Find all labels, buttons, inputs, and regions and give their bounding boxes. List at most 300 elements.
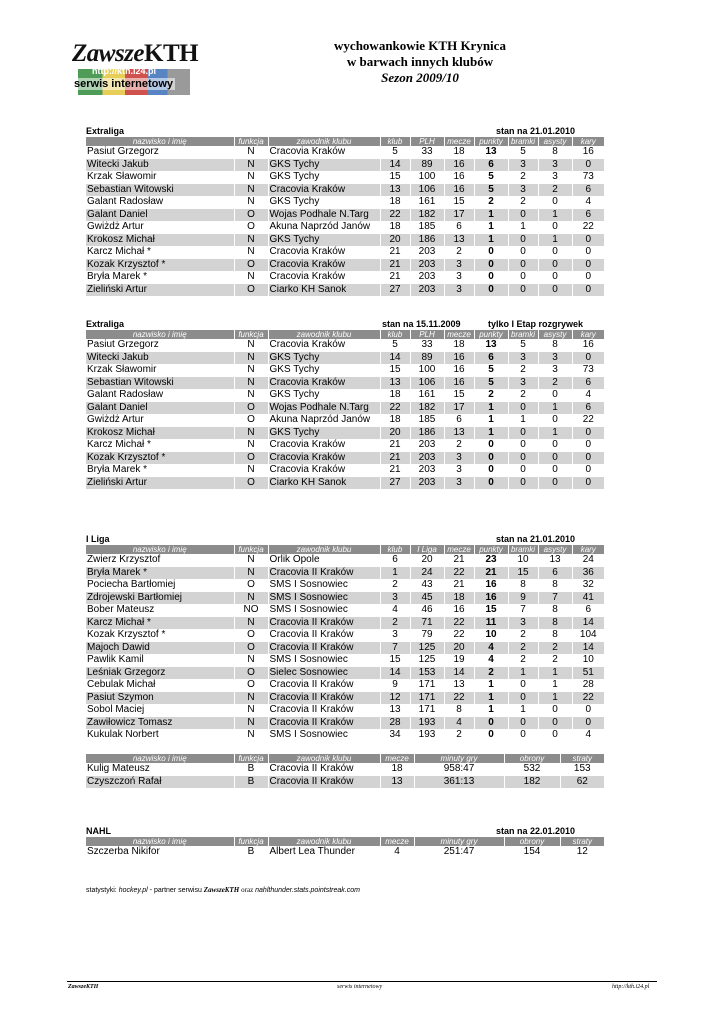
stat-cell: 2 xyxy=(444,729,474,742)
stat-cell: 171 xyxy=(410,704,444,717)
stat-cell: 5 xyxy=(508,339,538,352)
table-row xyxy=(86,439,604,452)
source-link-nahl[interactable]: nahlthunder.stats.pointstreak.com xyxy=(255,887,360,894)
player-name: Czyszczoń Rafał xyxy=(86,776,234,789)
column-header: I Liga xyxy=(410,545,444,554)
stat-cell: N xyxy=(234,427,268,440)
stat-cell: 104 xyxy=(572,629,604,642)
stat-cell: 1 xyxy=(508,221,538,234)
stat-cell: N xyxy=(234,171,268,184)
stat-cell: 5 xyxy=(474,364,508,377)
logo xyxy=(70,40,198,98)
club-name: GKS Tychy xyxy=(268,427,380,440)
stat-cell: 2 xyxy=(508,196,538,209)
stat-cell: 8 xyxy=(538,604,572,617)
stat-cell: 22 xyxy=(572,221,604,234)
player-name: Pasiut Szymon xyxy=(86,692,234,705)
stat-cell: 5 xyxy=(474,377,508,390)
stat-cell: 21 xyxy=(380,464,410,477)
stat-cell: 0 xyxy=(474,717,508,730)
stat-cell: 15 xyxy=(380,171,410,184)
stat-cell: 16 xyxy=(444,184,474,197)
stat-cell: 2 xyxy=(444,246,474,259)
stat-cell: 1 xyxy=(474,679,508,692)
stat-cell: 5 xyxy=(508,146,538,159)
source-link-hockey[interactable]: hockey.pl xyxy=(118,887,148,894)
club-name: Akuna Naprzód Janów xyxy=(268,414,380,427)
stat-cell: 3 xyxy=(508,184,538,197)
stat-cell: 8 xyxy=(538,617,572,630)
stat-cell: 361:13 xyxy=(414,776,504,789)
nahl-table xyxy=(86,826,604,859)
table-row xyxy=(86,259,604,272)
stat-cell: 0 xyxy=(572,271,604,284)
stat-cell: 0 xyxy=(508,439,538,452)
stat-cell: 6 xyxy=(380,554,410,567)
stat-cell: 0 xyxy=(474,246,508,259)
table-row xyxy=(86,704,604,717)
stat-cell: 6 xyxy=(538,567,572,580)
stat-cell: 1 xyxy=(474,221,508,234)
player-name: Witecki Jakub xyxy=(86,352,234,365)
column-header: funkcja xyxy=(234,137,268,146)
club-name: Cracovia II Kraków xyxy=(268,679,380,692)
stat-cell: 1 xyxy=(474,234,508,247)
stat-cell: 2 xyxy=(380,579,410,592)
club-name: Cracovia Kraków xyxy=(268,439,380,452)
stat-cell: 22 xyxy=(444,692,474,705)
source-prefix: statystyki: xyxy=(86,887,117,894)
table-row xyxy=(86,427,604,440)
stat-cell: 0 xyxy=(474,729,508,742)
stat-cell: 0 xyxy=(474,464,508,477)
goalie-table xyxy=(86,837,604,859)
club-name: Cracovia II Kraków xyxy=(268,704,380,717)
stat-cell: 18 xyxy=(380,414,410,427)
column-header: PLH xyxy=(410,137,444,146)
stat-cell: 28 xyxy=(572,679,604,692)
stat-cell: 12 xyxy=(560,846,604,859)
stat-cell: O xyxy=(234,667,268,680)
stat-cell: 1 xyxy=(538,427,572,440)
stat-cell: 0 xyxy=(508,246,538,259)
stat-cell: 0 xyxy=(572,352,604,365)
stat-cell: 18 xyxy=(380,196,410,209)
table-row xyxy=(86,452,604,465)
stat-cell: 15 xyxy=(508,567,538,580)
stat-cell: 4 xyxy=(572,729,604,742)
table-row xyxy=(86,364,604,377)
club-name: GKS Tychy xyxy=(268,364,380,377)
stat-cell: N xyxy=(234,246,268,259)
stat-cell: 0 xyxy=(538,259,572,272)
stat-cell: 0 xyxy=(572,477,604,490)
stat-cell: 3 xyxy=(444,464,474,477)
stat-cell: 2 xyxy=(380,617,410,630)
column-header: bramki xyxy=(508,545,538,554)
stat-cell: 7 xyxy=(508,604,538,617)
table-header-row xyxy=(86,137,604,146)
stat-cell: 10 xyxy=(572,654,604,667)
stat-cell: N xyxy=(234,692,268,705)
column-header: klub xyxy=(380,137,410,146)
stat-cell: 3 xyxy=(444,477,474,490)
player-name: Galant Daniel xyxy=(86,209,234,222)
club-name: Ciarko KH Sanok xyxy=(268,284,380,297)
stat-cell: 2 xyxy=(508,642,538,655)
table-row xyxy=(86,604,604,617)
stat-cell: 1 xyxy=(538,692,572,705)
stat-cell: 0 xyxy=(508,402,538,415)
stat-cell: 16 xyxy=(444,159,474,172)
table-row xyxy=(86,146,604,159)
column-header: nazwisko i imię xyxy=(86,754,234,763)
stat-cell: 0 xyxy=(572,427,604,440)
player-name: Bryła Marek * xyxy=(87,271,148,283)
stat-cell: 153 xyxy=(410,667,444,680)
club-name: Cracovia Kraków xyxy=(268,464,380,477)
stat-cell: O xyxy=(234,629,268,642)
player-name: Gwiżdż Artur xyxy=(87,221,144,233)
stat-cell: 17 xyxy=(444,209,474,222)
player-name: Sebastian Witowski xyxy=(86,184,234,197)
stat-cell: 4 xyxy=(380,846,414,859)
stat-cell: 125 xyxy=(410,654,444,667)
stat-cell: 22 xyxy=(444,629,474,642)
stat-cell: N xyxy=(234,196,268,209)
stat-cell: 3 xyxy=(380,592,410,605)
stat-cell: 34 xyxy=(380,729,410,742)
club-name: Cracovia Kraków xyxy=(268,259,380,272)
goalie-table xyxy=(86,754,604,788)
stat-cell: 1 xyxy=(538,402,572,415)
table-row xyxy=(86,339,604,352)
stat-cell: O xyxy=(234,414,268,427)
stat-cell: 16 xyxy=(444,604,474,617)
stat-cell: 8 xyxy=(538,579,572,592)
stat-cell: 89 xyxy=(410,352,444,365)
i-liga-goalies-table xyxy=(86,754,604,788)
player-name: Krokosz Michał xyxy=(86,427,234,440)
club-name: GKS Tychy xyxy=(268,389,380,402)
table-row xyxy=(86,846,604,859)
table-row xyxy=(86,579,604,592)
stat-cell: 16 xyxy=(474,592,508,605)
stat-cell: 15 xyxy=(474,604,508,617)
stat-cell: 203 xyxy=(410,246,444,259)
stat-cell: N xyxy=(234,717,268,730)
logo-wordmark: ZawszeKTH xyxy=(72,40,199,67)
stat-cell: 13 xyxy=(474,339,508,352)
header-season: Sezon 2009/10 xyxy=(381,70,459,85)
player-name: Zieliński Artur xyxy=(86,284,234,297)
stats-table xyxy=(86,545,604,742)
stat-cell: 6 xyxy=(474,159,508,172)
stat-cell: O xyxy=(234,642,268,655)
stat-cell: 2 xyxy=(508,389,538,402)
column-header: minuty gry xyxy=(414,837,504,846)
club-name: Cracovia II Kraków xyxy=(268,567,380,580)
stat-cell: 13 xyxy=(380,184,410,197)
club-name: Cracovia II Kraków xyxy=(268,617,380,630)
stat-cell: 24 xyxy=(572,554,604,567)
stat-cell: 4 xyxy=(474,642,508,655)
stat-cell: 8 xyxy=(538,629,572,642)
stat-cell: 2 xyxy=(474,667,508,680)
stat-cell: 0 xyxy=(538,717,572,730)
club-name: Orlik Opole xyxy=(268,554,380,567)
stat-cell: 41 xyxy=(572,592,604,605)
stat-cell: 161 xyxy=(410,389,444,402)
stat-cell: 6 xyxy=(474,352,508,365)
stat-cell: 0 xyxy=(538,464,572,477)
stat-cell: 0 xyxy=(474,477,508,490)
stat-cell: 3 xyxy=(538,159,572,172)
club-name: SMS I Sosnowiec xyxy=(268,654,380,667)
stat-cell: 0 xyxy=(572,464,604,477)
club-name: Cracovia II Kraków xyxy=(268,629,380,642)
stat-cell: 73 xyxy=(572,171,604,184)
stat-cell: 1 xyxy=(474,414,508,427)
stat-cell: O xyxy=(234,259,268,272)
table-row xyxy=(86,667,604,680)
stat-cell: 14 xyxy=(380,667,410,680)
club-name: SMS I Sosnowiec xyxy=(268,592,380,605)
club-name: Wojas Podhale N.Targ xyxy=(268,402,380,415)
player-name: Bryła Marek * xyxy=(86,567,234,580)
column-header: zawodnik klubu xyxy=(268,330,380,339)
club-name: Cracovia Kraków xyxy=(268,377,380,390)
stat-cell: 32 xyxy=(572,579,604,592)
stat-cell: 2 xyxy=(474,196,508,209)
stat-cell: 0 xyxy=(508,234,538,247)
stat-cell: 5 xyxy=(380,339,410,352)
stat-cell: 20 xyxy=(380,427,410,440)
stat-cell: 9 xyxy=(380,679,410,692)
stat-cell: N xyxy=(234,146,268,159)
player-name: Pawlik Kamil xyxy=(87,654,144,666)
table-row xyxy=(86,352,604,365)
column-header: kary xyxy=(572,330,604,339)
i-liga-table xyxy=(86,534,604,742)
stat-cell: 4 xyxy=(474,654,508,667)
player-name: Szczerba Nikifor xyxy=(87,846,160,858)
player-name: Krzak Sławomir xyxy=(87,171,157,183)
stat-cell: 186 xyxy=(410,234,444,247)
page-header xyxy=(300,38,540,86)
stat-cell: 21 xyxy=(380,246,410,259)
stat-cell: 21 xyxy=(380,452,410,465)
stat-cell: 0 xyxy=(572,246,604,259)
source-brand: ZawszeKTH xyxy=(203,886,240,894)
table-row xyxy=(86,402,604,415)
player-name: Zawiłowicz Tomasz xyxy=(86,717,234,730)
stat-cell: 0 xyxy=(508,717,538,730)
stat-cell: 171 xyxy=(410,679,444,692)
club-name: Cracovia Kraków xyxy=(268,246,380,259)
stat-cell: 14 xyxy=(572,617,604,630)
stat-cell: 0 xyxy=(508,729,538,742)
stats-table xyxy=(86,330,604,489)
stat-cell: 2 xyxy=(508,364,538,377)
column-header: mecze xyxy=(380,837,414,846)
stat-cell: N xyxy=(234,339,268,352)
stat-cell: 251:47 xyxy=(414,846,504,859)
club-name: SMS I Sosnowiec xyxy=(268,604,380,617)
club-name: GKS Tychy xyxy=(268,171,380,184)
extraliga-table-first-stage xyxy=(86,319,604,489)
stat-cell: 27 xyxy=(380,284,410,297)
section-title: Extraliga xyxy=(86,126,125,136)
stat-cell: 193 xyxy=(410,729,444,742)
stat-cell: 0 xyxy=(508,692,538,705)
club-name: Cracovia Kraków xyxy=(268,452,380,465)
column-header: mecze xyxy=(444,330,474,339)
table-heading xyxy=(86,126,604,137)
stat-cell: 21 xyxy=(474,567,508,580)
column-header: bramki xyxy=(508,137,538,146)
stat-cell: 6 xyxy=(572,604,604,617)
stat-cell: 15 xyxy=(444,196,474,209)
club-name: SMS I Sosnowiec xyxy=(268,579,380,592)
stat-cell: 2 xyxy=(538,377,572,390)
stat-cell: 16 xyxy=(444,364,474,377)
club-name: Cracovia II Kraków xyxy=(268,717,380,730)
table-row xyxy=(86,776,604,789)
stat-cell: 21 xyxy=(444,554,474,567)
stat-cell: 6 xyxy=(572,377,604,390)
column-header: zawodnik klubu xyxy=(268,837,380,846)
column-header: PLH xyxy=(410,330,444,339)
column-header: funkcja xyxy=(234,545,268,554)
column-header: kary xyxy=(572,545,604,554)
column-header: bramki xyxy=(508,330,538,339)
table-row xyxy=(86,717,604,730)
stat-cell: 0 xyxy=(538,271,572,284)
stat-cell: 3 xyxy=(444,284,474,297)
player-name: Kozak Krzysztof * xyxy=(87,629,166,641)
stat-cell: 1 xyxy=(538,234,572,247)
club-name: Ciarko KH Sanok xyxy=(268,477,380,490)
stat-cell: 1 xyxy=(508,667,538,680)
stat-cell: 100 xyxy=(410,364,444,377)
stat-cell: 14 xyxy=(444,667,474,680)
stat-cell: N xyxy=(234,184,268,197)
stat-cell: 0 xyxy=(474,452,508,465)
stat-cell: N xyxy=(234,364,268,377)
stat-cell: 10 xyxy=(508,554,538,567)
stat-cell: 182 xyxy=(410,209,444,222)
stat-cell: O xyxy=(234,402,268,415)
table-row xyxy=(86,477,604,490)
stat-cell: 16 xyxy=(474,579,508,592)
player-name: Gwiżdż Artur xyxy=(87,414,144,426)
stat-cell: 36 xyxy=(572,567,604,580)
table-header-row xyxy=(86,837,604,846)
stat-cell: 3 xyxy=(508,352,538,365)
stat-cell: 0 xyxy=(572,259,604,272)
column-header: funkcja xyxy=(234,754,268,763)
stat-cell: 0 xyxy=(572,717,604,730)
column-header: punkty xyxy=(474,137,508,146)
stat-cell: N xyxy=(234,654,268,667)
stat-cell: 6 xyxy=(444,414,474,427)
stat-cell: 19 xyxy=(444,654,474,667)
stat-cell: 18 xyxy=(444,339,474,352)
stat-cell: 0 xyxy=(508,477,538,490)
column-header: nazwisko i imię xyxy=(86,137,234,146)
player-name: Witecki Jakub xyxy=(86,159,234,172)
player-name: Krokosz Michał xyxy=(86,234,234,247)
stat-cell: 2 xyxy=(508,654,538,667)
table-header-row xyxy=(86,545,604,554)
stat-cell: 5 xyxy=(474,171,508,184)
stat-cell: 3 xyxy=(508,377,538,390)
table-row xyxy=(86,554,604,567)
table-row xyxy=(86,642,604,655)
stat-cell: 0 xyxy=(474,284,508,297)
player-name: Zwierz Krzysztof xyxy=(87,554,161,566)
stat-cell: 6 xyxy=(572,209,604,222)
column-header: funkcja xyxy=(234,837,268,846)
column-header: punkty xyxy=(474,330,508,339)
stat-cell: 0 xyxy=(538,729,572,742)
player-name: Galant Radosław xyxy=(87,196,164,208)
table-row xyxy=(86,377,604,390)
stat-cell: O xyxy=(234,579,268,592)
table-row xyxy=(86,171,604,184)
column-header: zawodnik klubu xyxy=(268,545,380,554)
stat-cell: N xyxy=(234,377,268,390)
player-name: Zdrojewski Bartłomiej xyxy=(86,592,234,605)
stat-cell: 22 xyxy=(572,414,604,427)
header-subtitle: w barwach innych klubów xyxy=(346,54,494,69)
stat-cell: 16 xyxy=(444,377,474,390)
stat-cell: 1 xyxy=(380,567,410,580)
club-name: Cracovia Kraków xyxy=(268,271,380,284)
stat-cell: 0 xyxy=(538,196,572,209)
stat-cell: 125 xyxy=(410,642,444,655)
stat-cell: 1 xyxy=(538,209,572,222)
stat-cell: 13 xyxy=(444,679,474,692)
stat-cell: B xyxy=(234,846,268,859)
player-name: Zieliński Artur xyxy=(86,477,234,490)
stat-cell: N xyxy=(234,439,268,452)
stat-cell: 3 xyxy=(538,171,572,184)
stat-cell: N xyxy=(234,729,268,742)
stat-cell: 18 xyxy=(444,146,474,159)
table-row xyxy=(86,629,604,642)
table-header-row xyxy=(86,754,604,763)
stat-cell: 3 xyxy=(508,159,538,172)
table-row xyxy=(86,221,604,234)
stat-cell: 8 xyxy=(538,146,572,159)
stat-cell: 3 xyxy=(444,452,474,465)
table-heading xyxy=(86,826,604,837)
stat-cell: 203 xyxy=(410,452,444,465)
column-header: nazwisko i imię xyxy=(86,837,234,846)
stat-cell: 21 xyxy=(444,579,474,592)
stat-cell: 153 xyxy=(560,763,604,776)
logo-url: http://kth.i24.pl xyxy=(92,66,156,76)
stat-cell: 22 xyxy=(572,692,604,705)
table-row xyxy=(86,414,604,427)
stat-cell: 154 xyxy=(504,846,560,859)
column-header: klub xyxy=(380,330,410,339)
table-heading xyxy=(86,319,604,330)
column-header: obrony xyxy=(504,837,560,846)
stat-cell: 0 xyxy=(508,452,538,465)
